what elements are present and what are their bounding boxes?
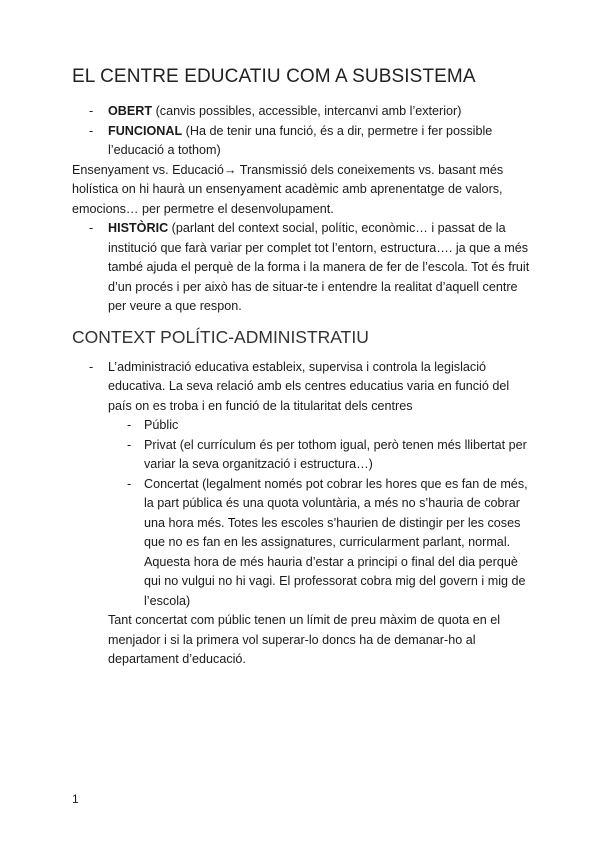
paragraph: Tant concertat com públic tenen un límit de preu màxim de quota en el menjador i si la primera vol superar-lo doncs ha de demanar-ho al departament d’educació. <box>108 613 501 666</box>
list-item-text: (parlant del context social, polític, econòmic… i passat de la institució que farà variar per complet tot l’entorn, estructura…. ja que a més també ajuda el perquè de la forma i la manera de fer de l’escola. Tot és fruit d’un procés i per això has de situar-te i entendre la realitat d’aquell centre per veure a que respon. <box>108 221 530 313</box>
features-list <box>72 102 532 161</box>
list-item-term: FUNCIONAL <box>108 123 183 138</box>
list-item <box>72 219 532 317</box>
list-item <box>72 122 532 161</box>
document-page <box>72 66 532 670</box>
list-item-term: HISTÒRIC <box>108 221 169 235</box>
list-item-text: Concertat (legalment només pot cobrar les hores que es fan de més, la part pública és una quota voluntària, a més no s’hauria de cobrar una hora més. Totes les escoles s’haurien de distingir per les coses que no es fan en les assignatures, curricularment parlant, normal. Aquesta hora de més hauria d’estar a principi o final del dia perquè qui no vulgui no hi vagi. El professorat cobra mig del govern i mig de l’escola) <box>144 476 528 608</box>
list-item-term: OBERT <box>108 104 153 118</box>
list-item-text: (canvis possibles, accessible, intercanvi amb l’exterior) <box>152 104 462 118</box>
list-item <box>72 416 532 436</box>
list-item <box>72 358 532 417</box>
page-number: 1 <box>72 792 79 806</box>
page-title: EL CENTRE EDUCATIU COM A SUBSISTEMA <box>72 66 476 87</box>
list-item-text: L’administració educativa estableix, supervisa i controla la legislació educativa. La seva relació amb els centres educatius varia en funció del país on es troba i en funció de la titularitat dels centres <box>108 359 510 413</box>
historic-list <box>72 219 532 317</box>
list-item-text: (Ha de tenir una funció, és a dir, permetre i fer possible l’educació a tothom) <box>108 123 493 157</box>
list-item <box>72 475 532 612</box>
list-item <box>72 102 532 122</box>
section-heading: CONTEXT POLÍTIC-ADMINISTRATIU <box>72 326 369 347</box>
list-item-text: Públic <box>144 418 179 432</box>
centre-types-list <box>72 416 532 611</box>
paragraph: Ensenyament vs. Educació→ Transmissió dels coneixements vs. basant més holística on hi haurà un ensenyament acadèmic amb aprenentatge de valors, emocions… per permetre el desenvolupament. <box>72 162 504 216</box>
list-item-text: Privat (el currículum és per tothom igual, però tenen més llibertat per variar la seva organització i estructura…) <box>144 437 527 471</box>
administration-list <box>72 358 532 417</box>
list-item <box>72 436 532 475</box>
